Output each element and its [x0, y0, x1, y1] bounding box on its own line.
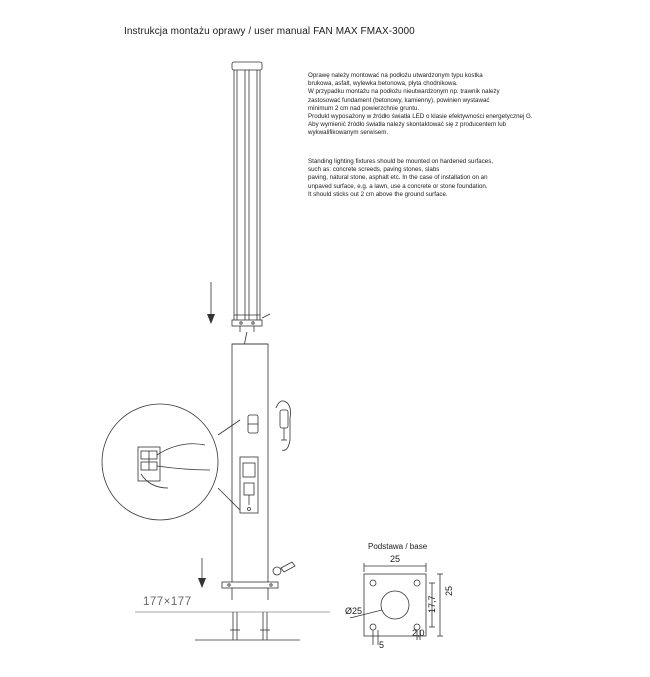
base-width-label: 25 [390, 554, 401, 564]
english-line: It should sticks out 2 cm above the ground surface. [308, 190, 448, 198]
footprint-dimension: 177×177 [143, 596, 192, 608]
polish-line: Aby wymienić źródło światła należy skontaktować się z producentem lub [308, 121, 507, 129]
driver-board [240, 457, 258, 513]
offset-label: 5 [379, 640, 385, 650]
thickness-label: 2,0 [412, 628, 425, 638]
hole-diameter-label: Ø25 [345, 606, 363, 616]
page-title: Instrukcja montażu oprawy / user manual FAN MAX FMAX-3000 [124, 26, 415, 37]
base-title: Podstawa / base [368, 542, 428, 551]
arrow-down-icon [207, 282, 215, 324]
lamp-head [232, 62, 270, 332]
anchor-bolts [230, 612, 270, 640]
magnified-detail [102, 404, 240, 520]
base-inner-height-label: 17,7 [427, 595, 437, 613]
polish-line: brukowa, asfalt, wylewka betonowa, płyta chodnikowa. [308, 80, 458, 88]
polish-line: Produkt wyposażony w źródło światła LED o klasie efektywności energetycznej G. [308, 113, 533, 121]
polish-line: W przypadku montażu na podłożu nieutwardzonym np. trawnik należy [308, 88, 500, 96]
polish-line: wykwalifikowanym serwisem. [308, 129, 389, 137]
english-line: Standing lighting fixtures should be mounted on hardened surfaces, [308, 158, 494, 165]
polish-line: zastosować fundament (betonowy, kamienny), powinien wystawać [308, 96, 490, 104]
english-line: unpaved surface, e.g. a lawn, use a concrete or stone foundation. [308, 182, 488, 190]
base-height-label: 25 [444, 585, 454, 596]
english-line: such as: concrete screeds, paving stones, slabs [308, 166, 440, 174]
english-line: paving, natural stone, asphalt etc. In the case of installation on an [308, 174, 488, 182]
base-flange [222, 582, 278, 600]
arrow-down-icon [198, 558, 206, 588]
polish-line: minimum 2 cm nad powierzchnie gruntu. [308, 104, 420, 112]
side-connector-detail [276, 401, 291, 450]
polish-line: Oprawę należy montować na podłożu utwardzonym typu kostka [308, 72, 483, 79]
bolt-icon [273, 562, 295, 575]
